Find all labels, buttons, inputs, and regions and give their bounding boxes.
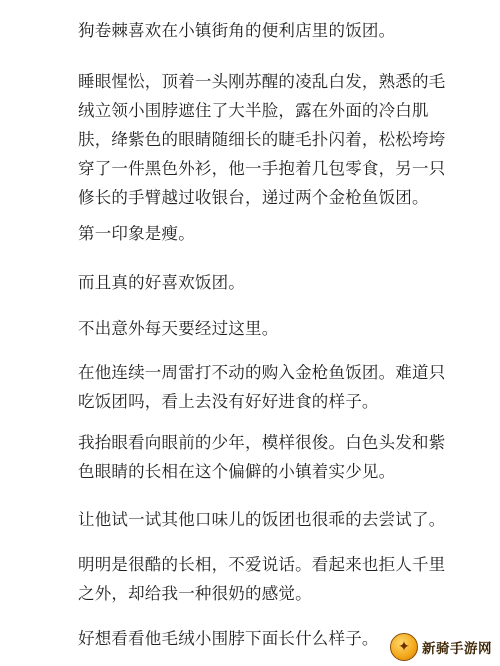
paragraph-6 [78,358,446,416]
text-line: 明明是很酷的长相，不爱说话。看起来也拒人千里 [78,555,446,574]
text-line: 睡眼惺忪，顶着一头刚苏醒的凌乱白发，熟悉的毛 [78,72,446,91]
text-line: 让他试一试其他口味儿的饭团也很乖的去尝试了。 [78,510,446,529]
text-line: 肤，绛紫色的眼睛随细长的睫毛扑闪着，松松垮垮 [78,130,446,149]
paragraph-9 [78,550,446,608]
paragraph-3 [78,219,428,248]
text-line: 第一印象是瘦。 [78,224,195,243]
text-line: 吃饭团吗，看上去没有好好进食的样子。 [78,392,379,411]
paragraph-10 [78,624,428,653]
text-line: 狗卷棘喜欢在小镇街角的便利店里的饭团。 [78,21,396,40]
text-line: 穿了一件黑色外衫，他一手抱着几包零食，另一只 [78,159,446,178]
paragraph-5 [78,314,428,343]
paragraph-1 [78,16,428,45]
text-line: 在他连续一周雷打不动的购入金枪鱼饭团。难道只 [78,363,446,382]
text-line: 之外，却给我一种很奶的感觉。 [78,584,312,603]
paragraph-8 [78,505,446,534]
text-line: 而且真的好喜欢饭团。 [78,273,245,292]
text-line: 不出意外每天要经过这里。 [78,319,279,338]
site-watermark [390,632,494,662]
text-line: 绒立领小围脖遮住了大半脸，露在外面的冷白肌 [78,101,429,120]
text-line: 我抬眼看向眼前的少年，模样很俊。白色头发和紫 [78,433,446,452]
watermark-text: 新骑手游网 [422,641,492,657]
text-line: 修长的手臂越过收银台，递过两个金枪鱼饭团。 [78,188,429,207]
logo-badge-icon: ✦ [390,633,418,661]
paragraph-2 [78,67,446,212]
text-line: 色眼睛的长相在这个偏僻的小镇着实少见。 [78,462,396,481]
text-line: 好想看看他毛绒小围脖下面长什么样子。 [78,629,379,648]
paragraph-4 [78,268,428,297]
paragraph-7 [78,428,446,486]
